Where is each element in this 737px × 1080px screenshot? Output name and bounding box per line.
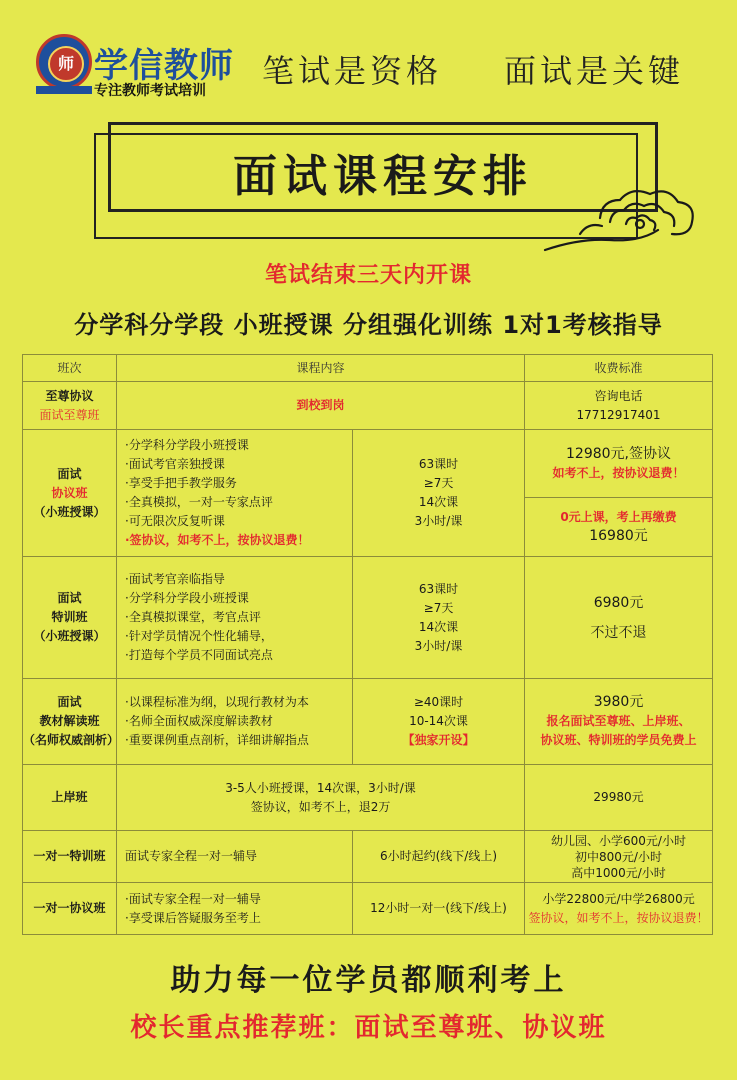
brand-name: 学信教师 xyxy=(94,46,234,86)
features-line: 分学科分学段 小班授课 分组强化训练 1对1考核指导 xyxy=(74,311,663,339)
hours-cell: 6小时起约(线下/线上) xyxy=(353,831,525,883)
class-cell: 面试 协议班 （小班授课） xyxy=(23,430,117,557)
fee-cell: 幼儿园、小学600元/小时 初中800元/小时 高中1000元/小时 xyxy=(525,831,713,883)
slogan-left: 笔试是资格 xyxy=(262,52,443,90)
hours-cell: 12小时一对一(线下/线上) xyxy=(353,883,525,935)
start-notice: 笔试结束三天内开课 xyxy=(264,263,472,288)
content-cell: ·以课程标准为纲，以现行教材为本 ·名师全面权威深度解读教材 ·重要课例重点剖析，详细讲解指点 xyxy=(117,679,353,765)
header-class: 班次 xyxy=(23,355,117,382)
auspicious-cloud-icon xyxy=(540,178,700,258)
table-header-row xyxy=(23,355,713,382)
brand-tagline: 专注教师考试培训 xyxy=(94,83,206,99)
content-cell: 到校到岗 xyxy=(117,382,525,430)
slogan-right: 面试是关键 xyxy=(504,52,685,90)
table-row xyxy=(23,557,713,679)
footer-slogan: 助力每一位学员都顺利考上 xyxy=(170,963,567,998)
course-table xyxy=(22,354,713,935)
content-cell: ·面试专家全程一对一辅导 ·享受课后答疑服务至考上 xyxy=(117,883,353,935)
page-title: 面试课程安排 xyxy=(233,151,533,202)
table-row xyxy=(23,382,713,430)
header-content: 课程内容 xyxy=(117,355,525,382)
logo-ribbon xyxy=(36,86,92,94)
logo-emblem-icon xyxy=(36,34,92,90)
fee-cell: 小学22800元/中学26800元 签协议，如考不上，按协议退费！ xyxy=(525,883,713,935)
content-cell: 面试专家全程一对一辅导 xyxy=(117,831,353,883)
content-cell: ·分学科分学段小班授课 ·面试考官亲独授课 ·享受手把手教学服务 ·全真模拟，一对一专家点评 ·可无限次反复听课 ·签协议，如考不上，按协议退费！ xyxy=(117,430,353,557)
logo-emblem-char: 师 xyxy=(48,46,84,82)
brand-logo xyxy=(36,34,236,104)
hours-cell: 63课时 ≥7天 14次课 3小时/课 xyxy=(353,430,525,557)
class-cell: 一对一特训班 xyxy=(23,831,117,883)
content-cell: ·面试考官亲临指导 ·分学科分学段小班授课 ·全真模拟课堂，考官点评 ·针对学员情况个性化辅导， ·打造每个学员不同面试亮点 xyxy=(117,557,353,679)
class-cell: 至尊协议 面试至尊班 xyxy=(23,382,117,430)
footer-recommendation: 校长重点推荐班：面试至尊班、协议班 xyxy=(130,1013,607,1043)
hours-cell: ≥40课时 10-14次课 【独家开设】 xyxy=(353,679,525,765)
class-cell: 一对一协议班 xyxy=(23,883,117,935)
fee-cell: 3980元 报名面试至尊班、上岸班、 协议班、特训班的学员免费上 xyxy=(525,679,713,765)
table-row xyxy=(23,765,713,831)
class-cell: 面试 教材解读班 （名师权威剖析） xyxy=(23,679,117,765)
fee-cell: 29980元 xyxy=(525,765,713,831)
fee-cell: 咨询电话 17712917401 xyxy=(525,382,713,430)
class-cell: 上岸班 xyxy=(23,765,117,831)
class-cell: 面试 特训班 （小班授课） xyxy=(23,557,117,679)
table-row xyxy=(23,430,713,557)
table-row xyxy=(23,883,713,935)
fee-cell: 12980元,签协议 如考不上，按协议退费！ 0元上课，考上再缴费 16980元 xyxy=(525,430,713,557)
table-row xyxy=(23,679,713,765)
content-cell: 3-5人小班授课，14次课，3小时/课 签协议，如考不上，退2万 xyxy=(117,765,525,831)
header-fee: 收费标准 xyxy=(525,355,713,382)
hours-cell: 63课时 ≥7天 14次课 3小时/课 xyxy=(353,557,525,679)
table-row xyxy=(23,831,713,883)
fee-cell: 6980元 不过不退 xyxy=(525,557,713,679)
